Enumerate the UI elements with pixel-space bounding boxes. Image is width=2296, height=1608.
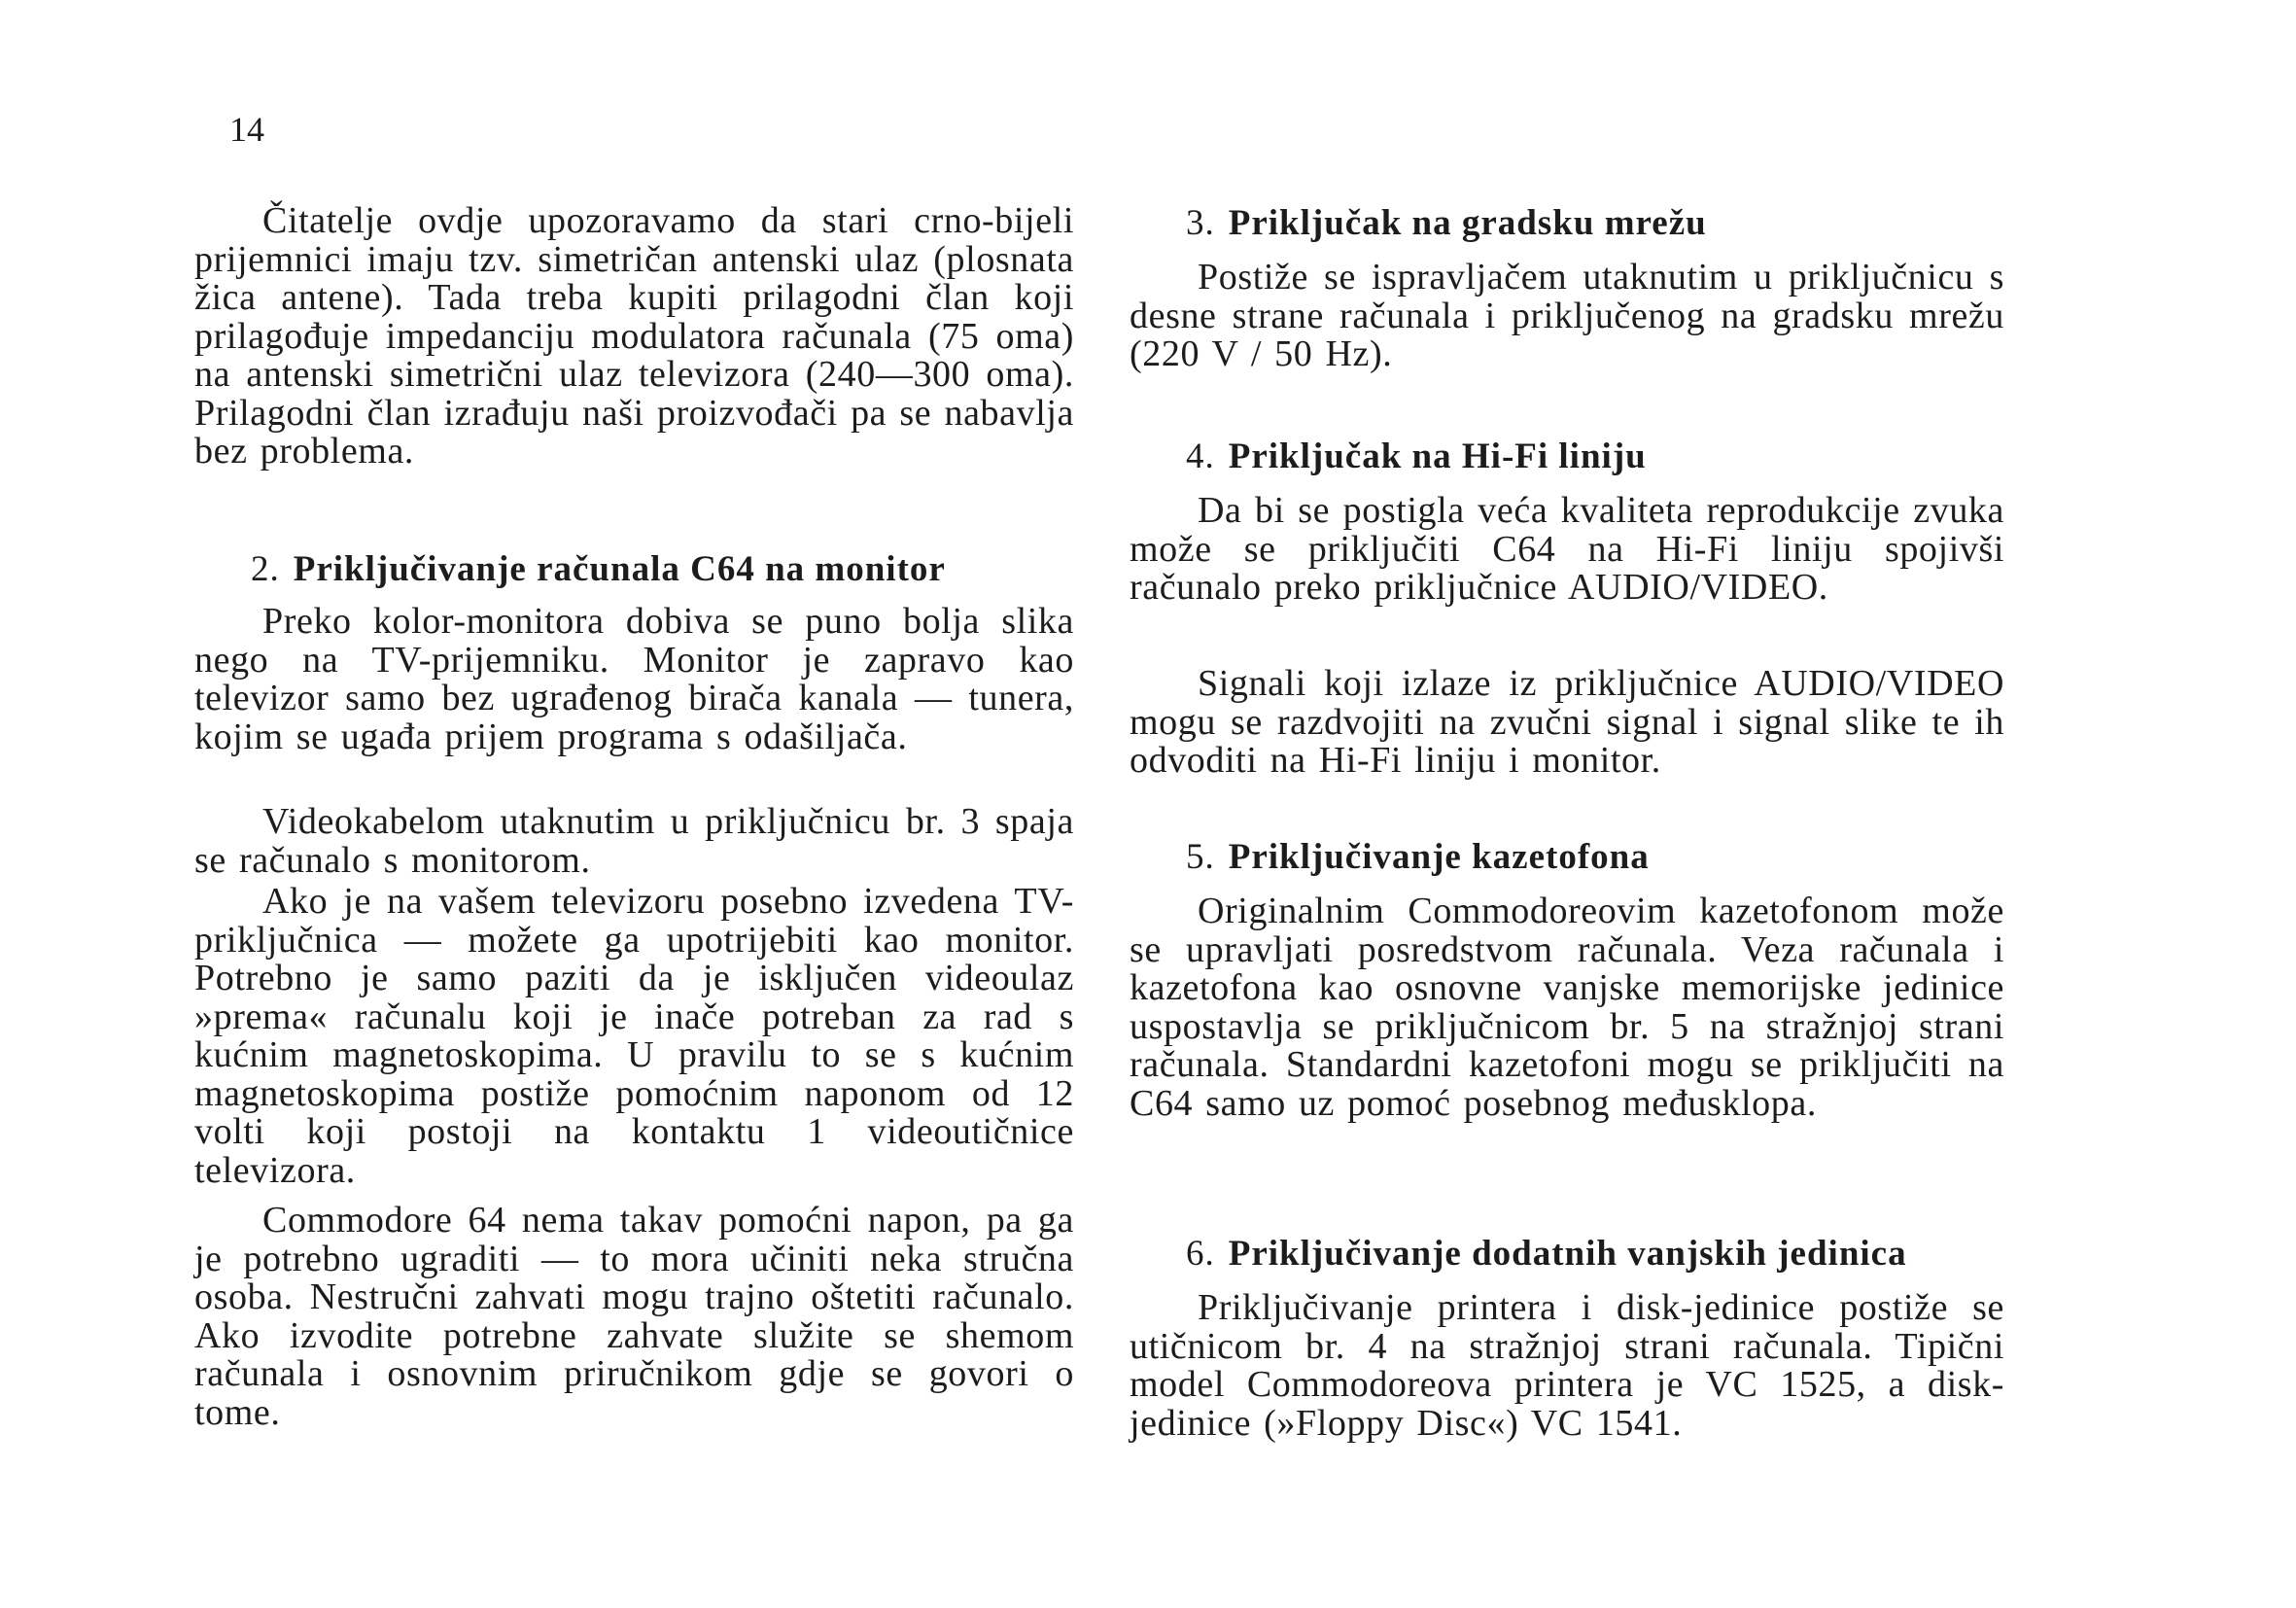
section-5-title: Priključivanje kazetofona: [1228, 837, 1650, 877]
section-2-number: 2.: [251, 549, 280, 589]
section-4-paragraph-1: Da bi se postigla veća kvaliteta reprodukcije zvuka može se priključiti C64 na Hi-Fi liniju spojivši računalo preko priključnice AUDIO/VIDEO.: [1130, 490, 2004, 608]
section-2-paragraph-2: Videokabelom utaknutim u priključnicu br. 3 spaja se računalo s monitorom.: [194, 801, 1074, 881]
section-6-title: Priključivanje dodatnih vanjskih jedinica: [1228, 1234, 1907, 1274]
section-5-heading: [1130, 836, 1650, 879]
section-3-paragraph: Postiže se ispravljačem utaknutim u priključnicu s desne strane računala i priključenog na gradsku mrežu (220 V / 50 Hz).: [1130, 257, 2004, 374]
section-4-heading: [1130, 436, 1647, 478]
section-4-number: 4.: [1186, 437, 1215, 476]
section-3-title: Priključak na gradsku mrežu: [1228, 203, 1707, 243]
page-number: 14: [229, 110, 264, 149]
section-2-paragraph-3: Ako je na vašem televizoru posebno izvedena TV-priključnica — možete ga upotrijebiti kao monitor. Potrebno je samo paziti da je isključen videoulaz »prema« računalu koji je inače potreban za rad s kućnim magnetoskopima. U pravilu to se s kućnim magnetoskopima postiže pomoćnim naponom od 12 volti koji postoji na kontaktu 1 videoutičnice televizora.: [194, 881, 1074, 1191]
section-6-paragraph: Priključivanje printera i disk-jedinice postiže se utičnicom br. 4 na stražnjoj strani računala. Tipični model Commodoreova printera je VC 1525, a disk-jedinice (»Floppy Disc«) VC 1541.: [1130, 1287, 2004, 1444]
section-3-heading: [1130, 202, 1707, 245]
section-5-paragraph: Originalnim Commodoreovim kazetofonom može se upravljati posredstvom računala. Veza računala i kazetofona kao osnovne vanjske memorijske jedinice uspostavlja se priključnicom br. 5 na stražnjoj strani računala. Standardni kazetofoni mogu se priključiti na C64 samo uz pomoć posebnog međusklopa.: [1130, 891, 2004, 1124]
section-4-title: Priključak na Hi-Fi liniju: [1228, 437, 1647, 476]
section-4-paragraph-2: Signali koji izlaze iz priključnice AUDIO/VIDEO mogu se razdvojiti na zvučni signal i signal slike te ih odvoditi na Hi-Fi liniju i monitor.: [1130, 663, 2004, 781]
section-6-heading: [1130, 1233, 1907, 1276]
section-2-title: Priključivanje računala C64 na monitor: [293, 549, 946, 589]
intro-paragraph: Čitatelje ovdje upozoravamo da stari crno-bijeli prijemnici imaju tzv. simetričan antenski ulaz (plosnata žica antene). Tada treba kupiti prilagodni član koji prilagođuje impedanciju modulatora računala (75 oma) na antenski simetrični ulaz televizora (240—300 oma). Prilagodni član izrađuju naši proizvođači pa se nabavlja bez problema.: [194, 200, 1074, 472]
section-3-number: 3.: [1186, 203, 1215, 243]
section-2-heading: [194, 548, 946, 591]
section-2-paragraph-1: Preko kolor-monitora dobiva se puno bolja slika nego na TV-prijemniku. Monitor je zapravo kao televizor samo bez ugrađenog birača kanala — tunera, kojim se ugađa prijem programa s odašiljača.: [194, 601, 1074, 757]
left-column: [194, 200, 1074, 1433]
section-2-paragraph-4: Commodore 64 nema takav pomoćni napon, pa ga je potrebno ugraditi — to mora učiniti neka stručna osoba. Nestručni zahvati mogu trajno oštetiti računalo. Ako izvodite potrebne zahvate služite se shemom računala i osnovnim priručnikom gdje se govori o tome.: [194, 1200, 1074, 1433]
section-6-number: 6.: [1186, 1234, 1215, 1274]
section-5-number: 5.: [1186, 837, 1215, 877]
